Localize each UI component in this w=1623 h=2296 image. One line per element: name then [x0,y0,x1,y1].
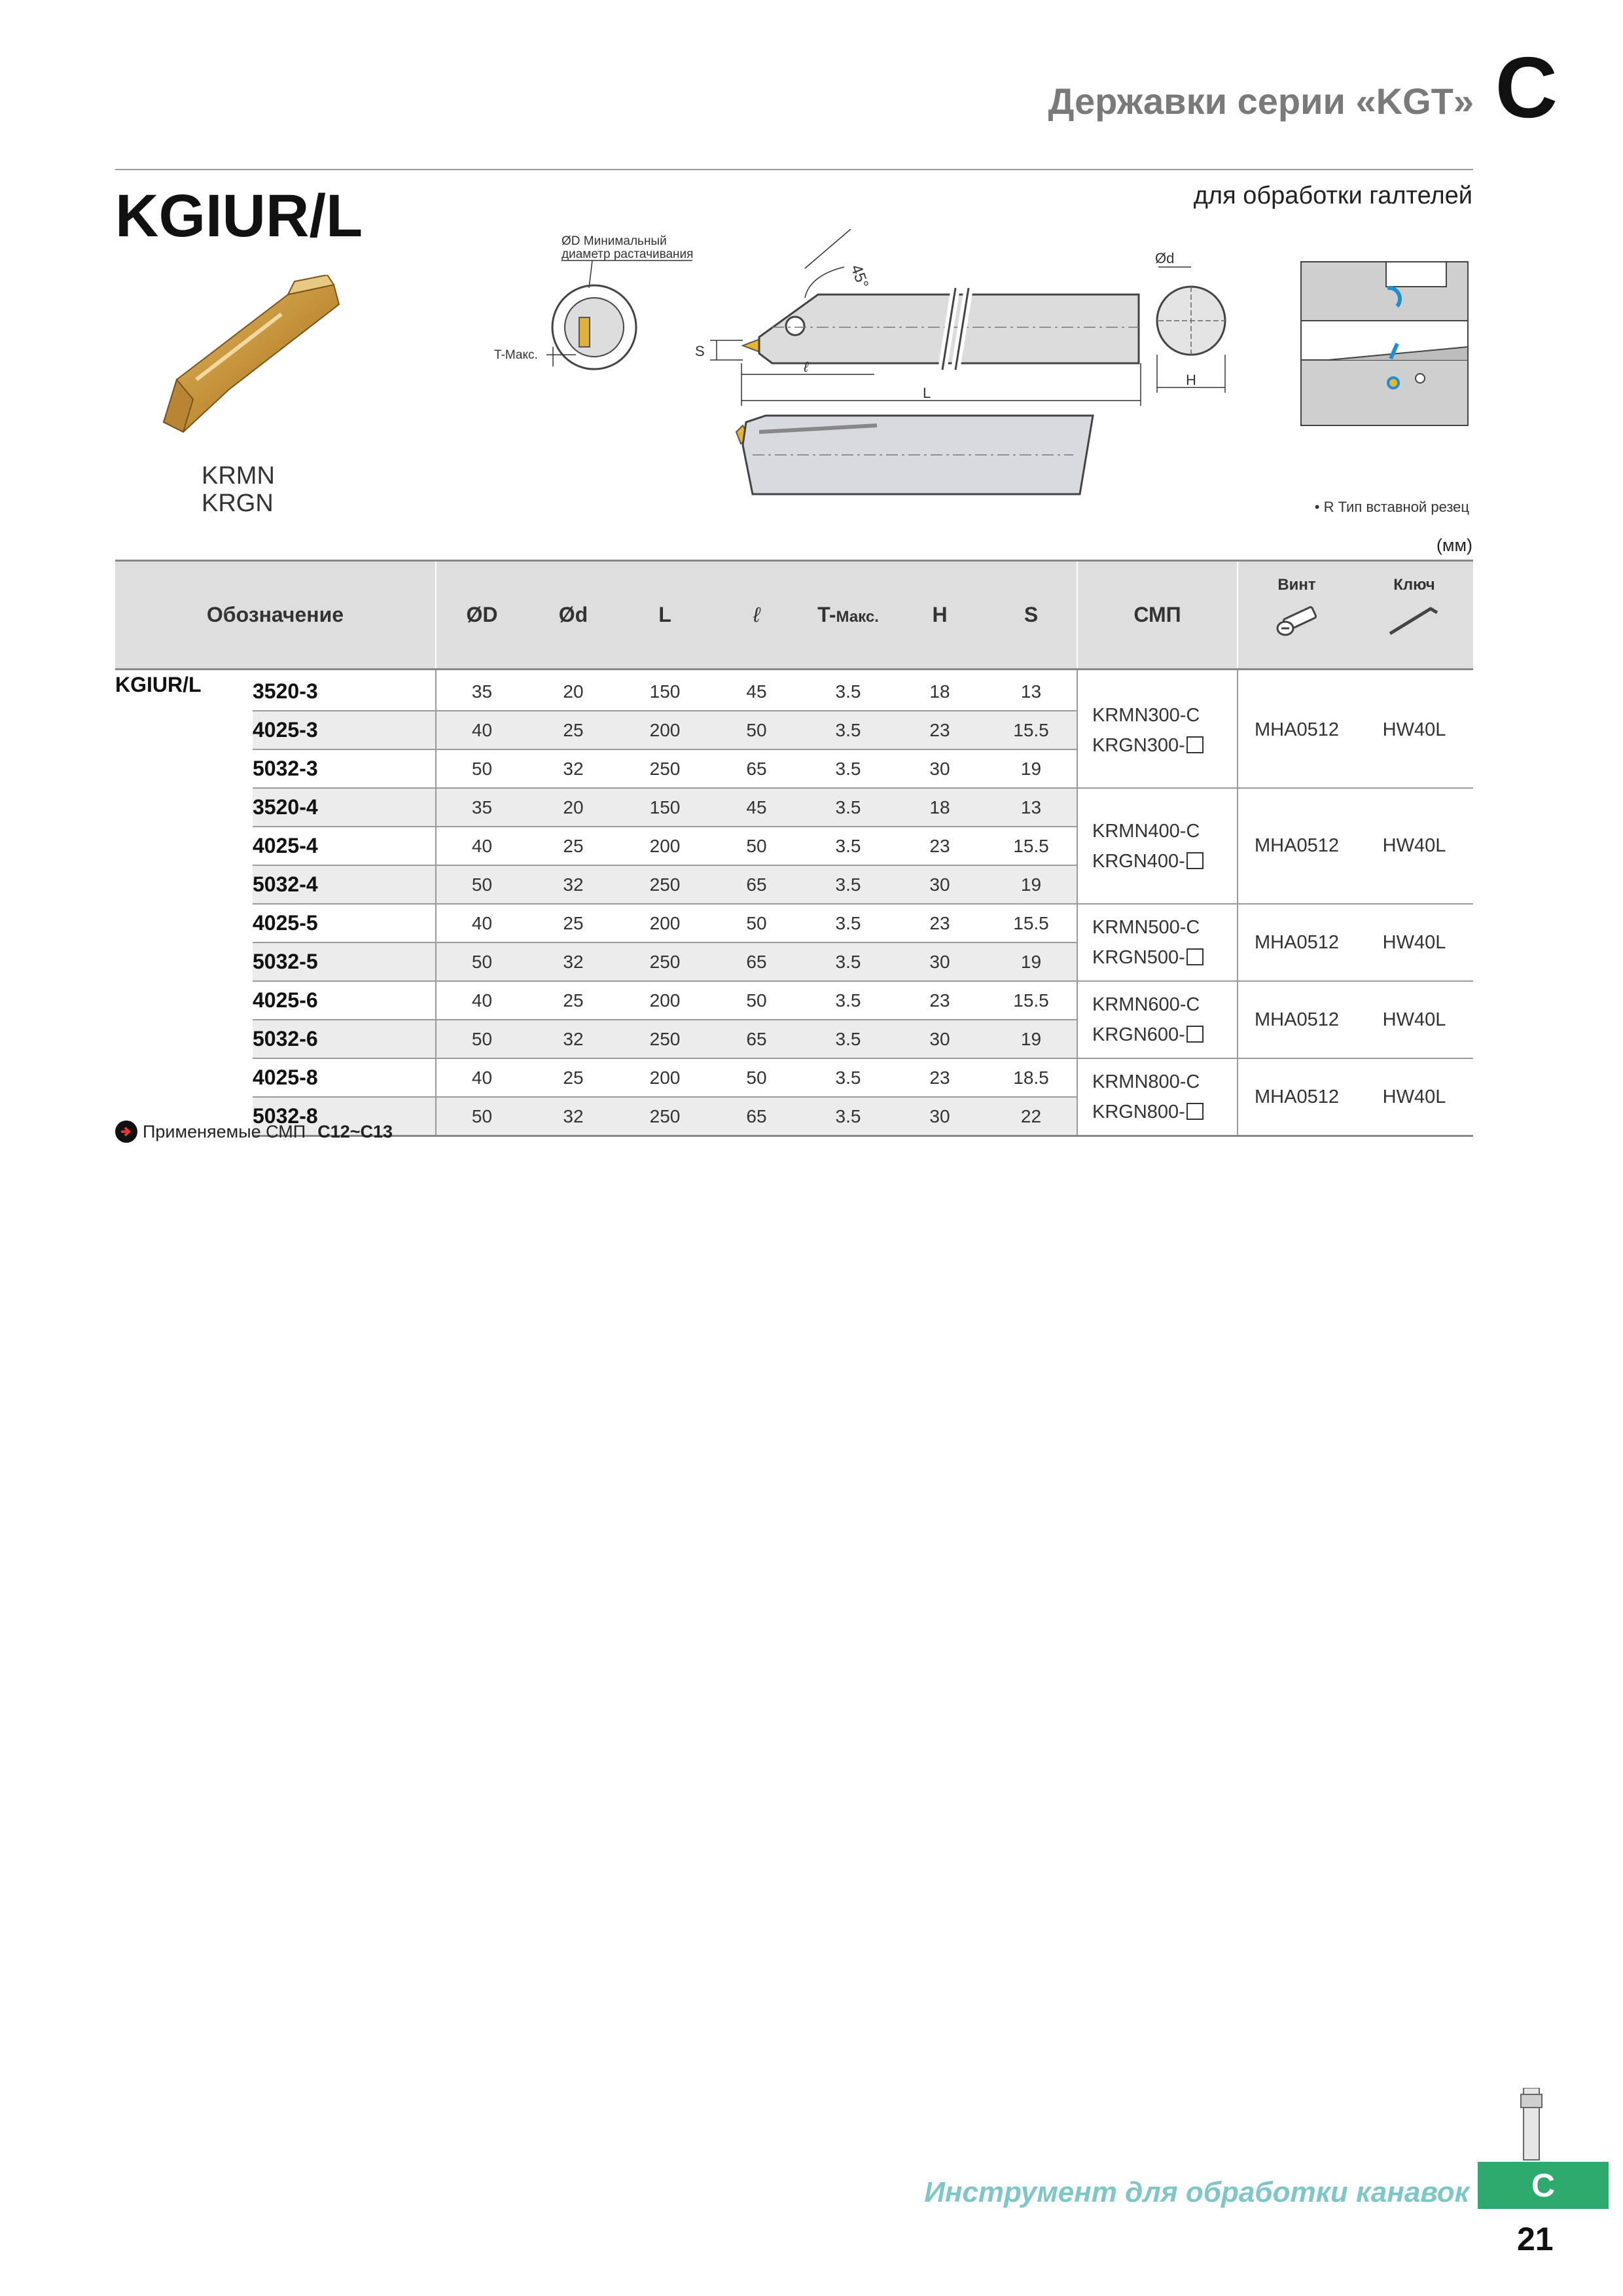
insert-krmn: KRMN400-C [1092,820,1200,842]
insert-name-krgn: KRGN [202,490,274,517]
code-cell: 4025-4 [253,827,436,865]
cell-L: 250 [619,865,711,904]
insert-cell [1077,670,1238,789]
h-label: H [1186,372,1196,388]
cell-S: 19 [986,865,1077,904]
col-designation: Обозначение [115,561,436,670]
applicable-label: Применяемые СМП [143,1121,306,1141]
col-insert: СМП [1077,561,1238,670]
cell-d: 25 [527,711,619,749]
group-name: KGIUR/L [115,673,202,696]
insert-name-krmn: KRMN [202,462,275,490]
hex-key-icon [1385,601,1444,640]
cell-l: 50 [711,981,802,1020]
d-label: Ød [1155,250,1175,266]
cell-D: 35 [436,670,527,711]
cell-H: 30 [894,942,986,981]
cell-T: 3.5 [802,1097,894,1136]
insert-image [157,275,353,452]
cell-L: 250 [619,942,711,981]
table-row [115,904,1473,942]
cell-D: 40 [436,1058,527,1097]
col-H: H [894,561,986,670]
insert-krmn: KRMN500-C [1092,917,1200,938]
insert-krgn: KRGN400- [1092,850,1185,872]
applicable-inserts-note[interactable] [115,1121,393,1143]
holder-drawing [484,229,1479,504]
code-cell: 3520-3 [253,670,436,711]
col-screw-label: Винт [1277,576,1316,594]
col-key-label: Ключ [1393,576,1435,594]
insert-krgn: KRGN800- [1092,1102,1185,1122]
screw-cell: MHA0512 [1238,1058,1355,1136]
cell-L: 250 [619,749,711,788]
cell-T: 3.5 [802,1020,894,1058]
code-cell: 5032-5 [253,942,436,981]
cell-T: 3.5 [802,981,894,1020]
cell-l: 50 [711,904,802,942]
cell-l: 45 [711,788,802,827]
key-cell: HW40L [1355,981,1473,1058]
cell-S: 15.5 [986,711,1077,749]
cell-S: 15.5 [986,981,1077,1020]
key-cell: HW40L [1355,904,1473,981]
code-cell: 4025-3 [253,711,436,749]
code-cell: 4025-5 [253,904,436,942]
col-T [802,561,894,670]
cell-S: 18.5 [986,1058,1077,1097]
cell-T: 3.5 [802,827,894,865]
cell-d: 32 [527,865,619,904]
cell-L: 200 [619,904,711,942]
cell-T: 3.5 [802,865,894,904]
cell-S: 13 [986,670,1077,711]
cell-D: 40 [436,981,527,1020]
col-T-prefix: T- [817,603,836,626]
cell-d: 32 [527,1020,619,1058]
cell-L: 250 [619,1020,711,1058]
cell-L: 150 [619,788,711,827]
code-cell: 4025-6 [253,981,436,1020]
code-cell: 3520-4 [253,788,436,827]
cell-H: 18 [894,788,986,827]
min-bore-label-1: ØD Минимальный [562,234,667,248]
screw-cell: MHA0512 [1238,981,1355,1058]
insert-cell [1077,904,1238,981]
insert-krmn: KRMN600-C [1092,994,1200,1015]
insert-krmn: KRMN800-C [1092,1071,1200,1092]
key-cell: HW40L [1355,670,1473,789]
page-reference-icon [115,1121,137,1143]
box-placeholder-icon [1186,1026,1204,1043]
cell-d: 20 [527,788,619,827]
screw-icon [1271,601,1323,640]
cell-T: 3.5 [802,711,894,749]
cell-H: 18 [894,670,986,711]
s-label: S [695,343,705,359]
cell-L: 200 [619,1058,711,1097]
cell-S: 15.5 [986,827,1077,865]
cell-T: 3.5 [802,942,894,981]
code-cell: 5032-8 [253,1097,436,1136]
bore-end-view [494,234,693,369]
cell-H: 30 [894,1020,986,1058]
col-L: L [619,561,711,670]
screw-cell: MHA0512 [1238,670,1355,789]
col-screw [1238,561,1355,670]
cell-d: 25 [527,1058,619,1097]
code-cell: 4025-8 [253,1058,436,1097]
box-placeholder-icon [1186,852,1204,869]
footer-section-title: Инструмент для обработки канавок [924,2176,1469,2208]
cell-d: 20 [527,670,619,711]
holder-side-view [695,229,1141,406]
cell-L: 200 [619,711,711,749]
box-placeholder-icon [1186,736,1204,753]
product-title: KGIUR/L [115,183,363,249]
screw-cell: MHA0512 [1238,904,1355,981]
r-type-note: • R Тип вставной резец [1314,499,1469,515]
box-placeholder-icon [1186,1103,1204,1120]
l-large-label: L [923,385,931,401]
holder-isometric-view [736,416,1093,494]
cell-H: 23 [894,981,986,1020]
cell-l: 65 [711,942,802,981]
cell-D: 50 [436,1097,527,1136]
cell-d: 25 [527,827,619,865]
cell-S: 13 [986,788,1077,827]
cell-S: 22 [986,1097,1077,1136]
table-row [115,981,1473,1020]
cell-T: 3.5 [802,904,894,942]
col-d: Ød [527,561,619,670]
col-S: S [986,561,1077,670]
cell-H: 30 [894,1097,986,1136]
cell-d: 25 [527,981,619,1020]
code-cell: 5032-6 [253,1020,436,1058]
cell-D: 50 [436,942,527,981]
grooving-tool-icon [1512,2088,1551,2162]
cell-S: 19 [986,749,1077,788]
cell-L: 200 [619,981,711,1020]
angle-label: 45° [847,262,872,291]
cell-S: 15.5 [986,904,1077,942]
spec-table [115,560,1473,1137]
cell-T: 3.5 [802,670,894,711]
cell-l: 50 [711,711,802,749]
insert-krgn: KRGN500- [1092,947,1185,968]
min-bore-label-2: диаметр растачивания [562,247,694,261]
cell-D: 50 [436,865,527,904]
header-divider [115,169,1473,170]
key-cell: HW40L [1355,788,1473,904]
cell-D: 35 [436,788,527,827]
cell-H: 23 [894,1058,986,1097]
table-row [115,670,1473,711]
cell-d: 32 [527,749,619,788]
cell-l: 50 [711,1058,802,1097]
insert-krmn: KRMN300-C [1092,704,1200,726]
insert-cell [1077,1058,1238,1136]
cell-D: 40 [436,904,527,942]
cell-H: 23 [894,904,986,942]
cell-D: 40 [436,711,527,749]
cell-d: 25 [527,904,619,942]
box-placeholder-icon [1186,948,1204,965]
col-l: ℓ [711,561,802,670]
cell-H: 30 [894,865,986,904]
cell-H: 23 [894,711,986,749]
cell-D: 40 [436,827,527,865]
l-small-label: ℓ [804,359,809,375]
cell-l: 65 [711,1097,802,1136]
cell-D: 50 [436,1020,527,1058]
page-number: 21 [1517,2221,1554,2257]
cell-T: 3.5 [802,1058,894,1097]
cell-T: 3.5 [802,749,894,788]
col-key [1355,561,1473,670]
cell-l: 65 [711,749,802,788]
cell-S: 19 [986,1020,1077,1058]
cell-l: 50 [711,827,802,865]
key-cell: HW40L [1355,1058,1473,1136]
insert-krgn: KRGN600- [1092,1024,1185,1045]
applicable-pages-link[interactable]: C12~C13 [317,1121,393,1141]
footer-section-tab[interactable]: C [1478,2162,1609,2209]
cell-l: 45 [711,670,802,711]
unit-label: (мм) [1436,535,1472,555]
cell-l: 65 [711,1020,802,1058]
code-cell: 5032-3 [253,749,436,788]
cell-T: 3.5 [802,788,894,827]
cell-H: 30 [894,749,986,788]
product-subtitle: для обработки галтелей [1193,182,1472,209]
cell-L: 150 [619,670,711,711]
t-max-label: T-Макс. [494,348,538,362]
col-T-suffix: Макс. [836,608,879,626]
cell-H: 23 [894,827,986,865]
shank-section [1155,250,1227,393]
cell-S: 19 [986,942,1077,981]
insert-cell [1077,981,1238,1058]
code-cell: 5032-4 [253,865,436,904]
section-letter: C [1495,39,1558,135]
machining-diagram [1301,262,1468,425]
insert-krgn: KRGN300- [1092,734,1185,756]
table-row [115,1058,1473,1097]
insert-cell [1077,788,1238,904]
table-row [115,788,1473,827]
cell-d: 32 [527,1097,619,1136]
screw-cell: MHA0512 [1238,788,1355,904]
table-header-row [115,561,1473,670]
cell-d: 32 [527,942,619,981]
series-title: Державки серии «KGT» [1048,81,1474,122]
cell-L: 250 [619,1097,711,1136]
cell-D: 50 [436,749,527,788]
col-D: ØD [436,561,527,670]
cell-L: 200 [619,827,711,865]
cell-l: 65 [711,865,802,904]
